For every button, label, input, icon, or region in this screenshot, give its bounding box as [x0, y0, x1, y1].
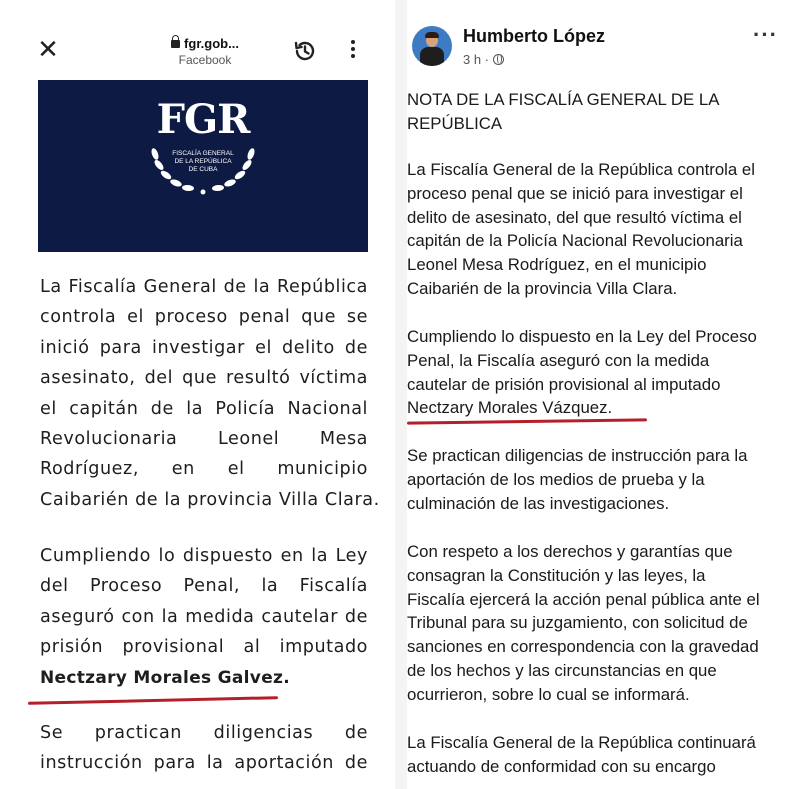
text-line: NOTA DE LA FISCALÍA GENERAL DE LA	[407, 90, 720, 109]
article-paragraph-1	[40, 272, 380, 515]
text-line: prisión provisional al imputado	[40, 637, 368, 658]
post-paragraph-2	[407, 325, 800, 420]
text-line: Caibarién de la provincia Villa Clara.	[40, 489, 380, 510]
text-line: culminación de las investigaciones.	[407, 493, 670, 513]
text-line: Tribunal para su juzgamiento, con solicitud de	[407, 613, 748, 633]
text-line: aportación de los medios de prueba y la	[407, 469, 705, 489]
avatar-hair	[425, 32, 439, 38]
url-domain	[150, 36, 260, 51]
text-line: aseguró con la medida cautelar de	[40, 606, 368, 627]
article-paragraph-2	[40, 541, 368, 693]
post-paragraph-4	[407, 540, 800, 707]
text-line: proceso penal que se inició para investigar el	[407, 183, 743, 203]
fgr-subtitle-line: DE LA REPÚBLICA	[174, 158, 232, 165]
accused-name: Nectzary Morales Vázquez.	[407, 398, 613, 418]
article-paragraph-3	[40, 718, 368, 779]
text-line: capitán de la Policía Nacional Revolucionaria	[407, 231, 743, 251]
fgr-subtitle	[153, 150, 253, 174]
text-line: La Fiscalía General de la República continuará	[407, 733, 756, 752]
text-line: Se practican diligencias de instrucción para la	[407, 446, 748, 465]
avatar-figure	[420, 47, 444, 66]
post-author[interactable]: Humberto López	[463, 26, 605, 46]
close-icon[interactable]: ✕	[37, 35, 59, 65]
text-line: La Fiscalía General de la República	[40, 277, 368, 297]
text-line: controla el proceso penal que se	[40, 307, 368, 328]
text-line: Cumpliendo lo dispuesto en la Ley	[40, 546, 368, 566]
post-title	[407, 88, 800, 136]
lock-icon	[171, 40, 180, 48]
text-line: inició para investigar el delito de	[40, 337, 368, 358]
panel-divider	[395, 0, 407, 789]
left-screenshot-panel	[0, 0, 395, 789]
right-screenshot-panel	[407, 0, 800, 789]
text-line: instrucción para la aportación de	[40, 753, 368, 774]
text-line: asesinato, del que resultó víctima	[40, 368, 368, 389]
fgr-subtitle-line: FISCALÍA GENERAL	[172, 150, 234, 157]
accused-name: Nectzary Morales Galvez.	[40, 667, 290, 688]
text-line: Leonel Mesa Rodríguez, en el municipio	[407, 255, 707, 275]
text-line: Cumpliendo lo dispuesto en la Ley del Proceso	[407, 327, 757, 346]
text-line: de los hechos y las circunstancias en que	[407, 660, 717, 680]
text-line: cautelar de prisión provisional al imputado	[407, 374, 721, 394]
avatar[interactable]	[412, 26, 452, 66]
post-paragraph-1	[407, 158, 800, 301]
post-meta	[463, 52, 504, 67]
text-line: Penal, la Fiscalía aseguró con la medida	[407, 350, 710, 370]
text-line: el capitán de la Policía Nacional	[40, 398, 368, 419]
text-line: ocurrieron, sobre lo cual se informará.	[407, 684, 690, 704]
text-line: del Proceso Penal, la Fiscalía	[40, 576, 368, 597]
post-paragraph-3	[407, 444, 800, 515]
text-line: Rodríguez, en el municipio	[40, 459, 368, 480]
fgr-logo: FGR	[156, 96, 250, 143]
fgr-subtitle-line: DE CUBA	[188, 166, 218, 173]
text-line: sanciones en correspondencia con la gravedad	[407, 637, 759, 657]
browser-toolbar	[0, 0, 395, 80]
red-underline-mark	[28, 696, 278, 705]
fgr-banner-image	[38, 80, 368, 252]
text-line: Se practican diligencias de	[40, 723, 368, 743]
text-line: Caibarién de la provincia Villa Clara.	[407, 278, 678, 298]
post-paragraph-5	[407, 731, 800, 779]
text-line: Con respeto a los derechos y garantías que	[407, 542, 733, 561]
text-line: Fiscalía ejercerá la acción penal pública ante el	[407, 589, 760, 609]
text-line: Revolucionaria Leonel Mesa	[40, 429, 368, 450]
more-options-button[interactable]: ···	[753, 22, 778, 47]
history-icon[interactable]	[292, 38, 318, 64]
globe-icon	[493, 54, 504, 65]
text-line: REPÚBLICA	[407, 113, 503, 133]
more-vert-icon[interactable]	[348, 40, 358, 62]
text-line: La Fiscalía General de la República controla el	[407, 160, 755, 179]
text-line: delito de asesinato, del que resultó víctima el	[407, 207, 742, 227]
url-bar[interactable]	[150, 36, 260, 67]
text-line: consagran la Constitución y las leyes, la	[407, 565, 706, 585]
url-source: Facebook	[178, 53, 232, 67]
url-domain-text: fgr.gob...	[184, 36, 239, 51]
post-time[interactable]: 3 h ·	[463, 52, 490, 67]
text-line: actuando de conformidad con su encargo	[407, 756, 716, 776]
